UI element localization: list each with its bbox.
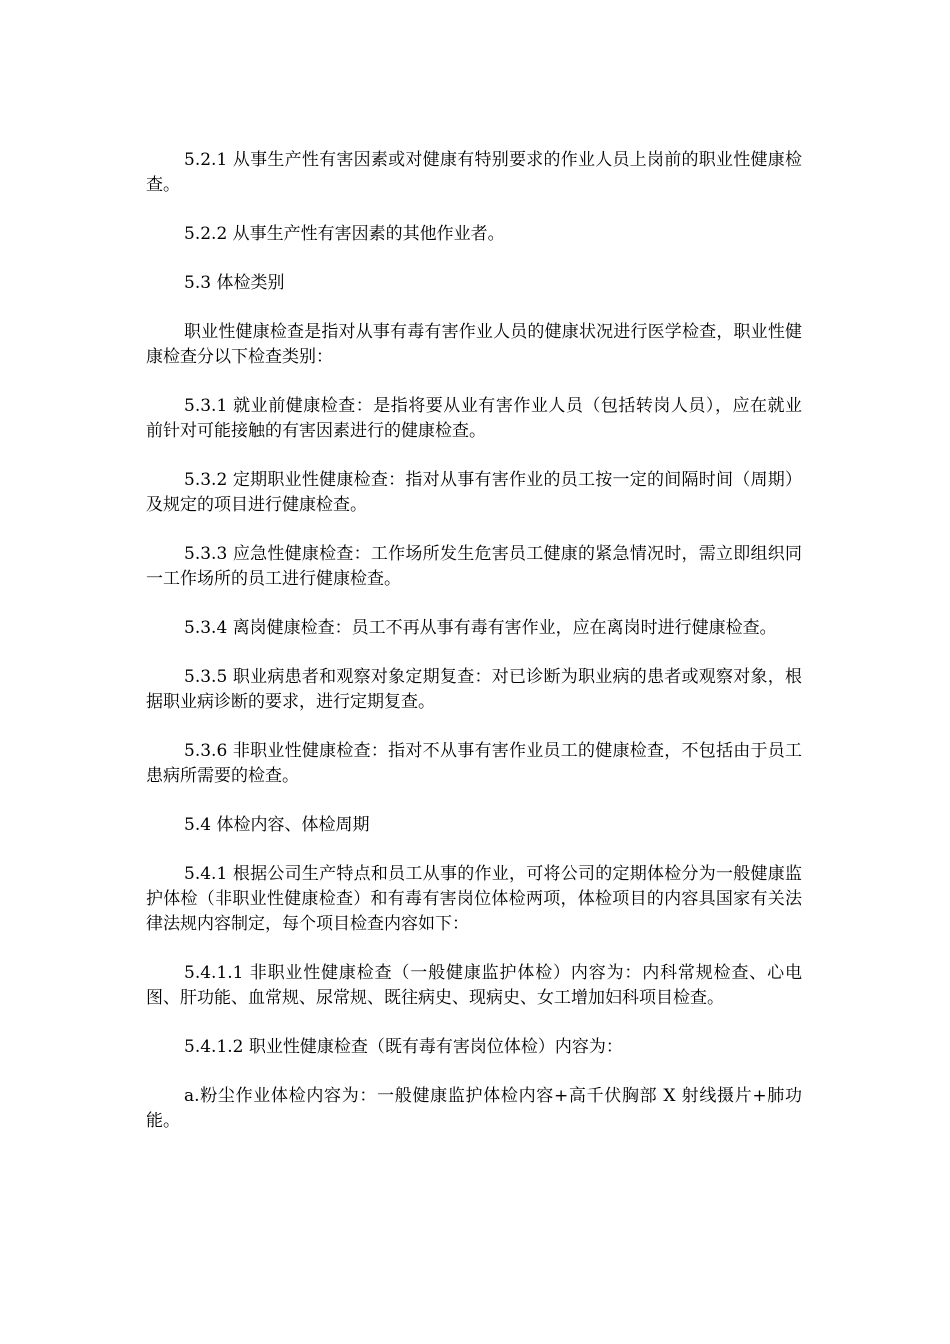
paragraph-5-3-6: 5.3.6 非职业性健康检查：指对不从事有害作业员工的健康检查，不包括由于员工患病所需要的检查。 <box>146 741 802 786</box>
heading-5-3: 5.3 体检类别 <box>184 273 285 293</box>
document-page <box>146 148 802 1158</box>
paragraph-item-a: a.粉尘作业体检内容为：一般健康监护体检内容+高千伏胸部 X 射线摄片+肺功能。 <box>146 1086 802 1131</box>
paragraph-5-3-2: 5.3.2 定期职业性健康检查：指对从事有害作业的员工按一定的间隔时间（周期）及规定的项目进行健康检查。 <box>146 470 802 515</box>
paragraph-5-3-4: 5.3.4 离岗健康检查：员工不再从事有毒有害作业，应在离岗时进行健康检查。 <box>184 618 777 638</box>
paragraph-5-2-2: 5.2.2 从事生产性有害因素的其他作业者。 <box>184 224 505 244</box>
paragraph-5-3-5: 5.3.5 职业病患者和观察对象定期复查：对已诊断为职业病的患者或观察对象，根据职业病诊断的要求，进行定期复查。 <box>146 667 802 712</box>
paragraph-5-4-1: 5.4.1 根据公司生产特点和员工从事的作业，可将公司的定期体检分为一般健康监护体检（非职业性健康检查）和有毒有害岗位体检两项，体检项目的内容具国家有关法律法规内容制定，每个项目检查内容如下： <box>146 864 802 934</box>
paragraph-5-3-1: 5.3.1 就业前健康检查：是指将要从业有害作业人员（包括转岗人员），应在就业前针对可能接触的有害因素进行的健康检查。 <box>146 396 802 441</box>
paragraph-5-2-1: 5.2.1 从事生产性有害因素或对健康有特别要求的作业人员上岗前的职业性健康检查。 <box>146 150 802 195</box>
paragraph-5-4-1-1: 5.4.1.1 非职业性健康检查（一般健康监护体检）内容为：内科常规检查、心电图、肝功能、血常规、尿常规、既往病史、现病史、女工增加妇科项目检查。 <box>146 963 802 1008</box>
heading-5-4: 5.4 体检内容、体检周期 <box>184 815 370 835</box>
paragraph-5-4-1-2: 5.4.1.2 职业性健康检查（既有毒有害岗位体检）内容为： <box>184 1037 623 1057</box>
paragraph-5-3-3: 5.3.3 应急性健康检查：工作场所发生危害员工健康的紧急情况时，需立即组织同一工作场所的员工进行健康检查。 <box>146 544 802 589</box>
paragraph-5-3-intro: 职业性健康检查是指对从事有毒有害作业人员的健康状况进行医学检查，职业性健康检查分以下检查类别： <box>146 322 802 367</box>
